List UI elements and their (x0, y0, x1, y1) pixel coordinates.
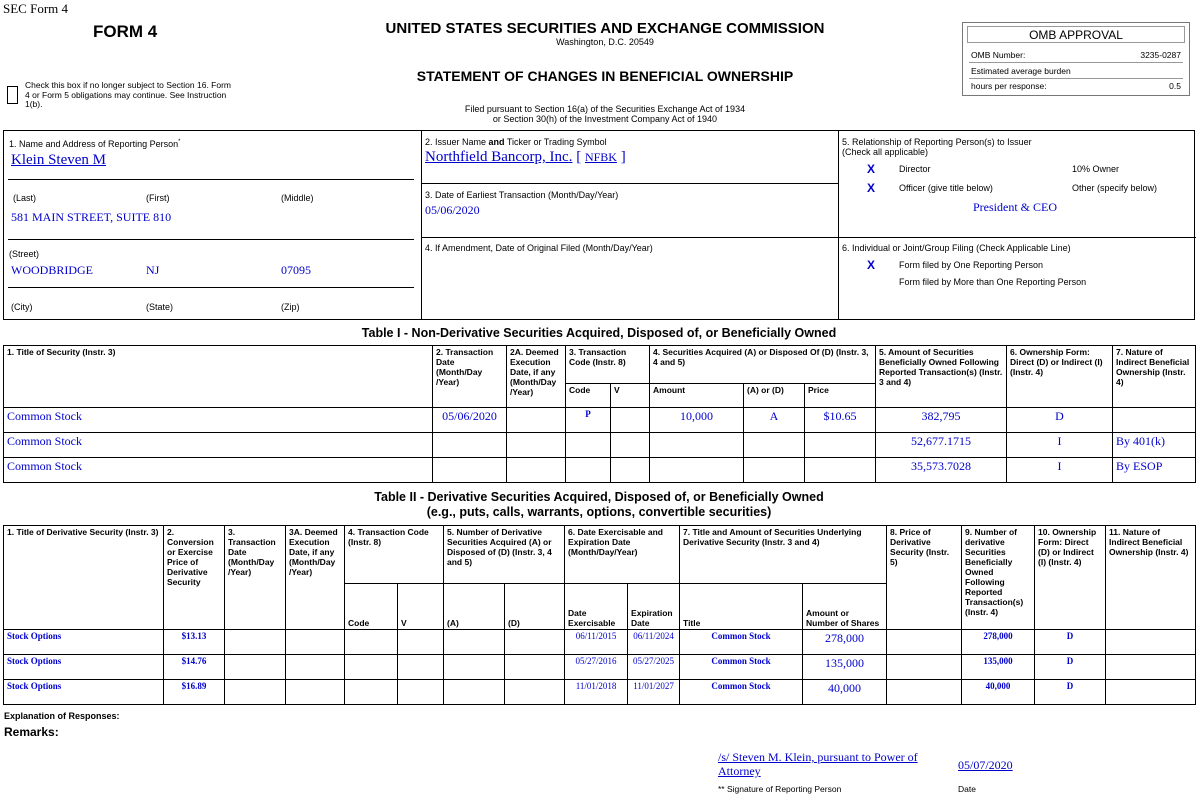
ticker-link[interactable]: NFBK (584, 150, 617, 164)
reporting-person-name-link[interactable]: Klein Steven M (11, 152, 106, 168)
t1-sub-amount: Amount (650, 384, 744, 408)
t2-cell-expiration: 11/01/2027 (628, 680, 680, 705)
t2-cell-d (505, 680, 565, 705)
t2-cell-exercisable: 05/27/2016 (565, 655, 628, 680)
t1-sub-price: Price (805, 384, 876, 408)
table-row (4, 458, 1196, 483)
filing-one-label: Form filed by One Reporting Person (899, 260, 1044, 270)
amendment-label: 4. If Amendment, Date of Original Filed (Month/Day/Year) (425, 243, 653, 253)
t2-cell-shares: 135,000 (803, 655, 887, 680)
issuer-label: 2. Issuer Name and Ticker or Trading Symbol (425, 137, 607, 147)
name-underline (8, 179, 414, 180)
t2-sub-amount: Amount or Number of Shares (803, 584, 887, 630)
omb-approval-box (962, 22, 1190, 96)
table-row (4, 680, 1196, 705)
t1-sub-v: V (611, 384, 650, 408)
t1-cell-price (805, 458, 876, 483)
t2-header-price: 2. Conversion or Exercise Price of Derivative Security (164, 526, 225, 630)
t1-cell-aord (744, 458, 805, 483)
t2-cell-deriv-price (887, 680, 962, 705)
commission-city: Washington, D.C. 20549 (556, 37, 654, 47)
t2-cell-form: D (1035, 630, 1106, 655)
t2-sub-v: V (398, 584, 444, 630)
t1-cell-owned: 382,795 (876, 408, 1007, 433)
officer-title: President & CEO (973, 200, 1057, 214)
director-label: Director (899, 164, 931, 174)
t1-cell-form: I (1007, 433, 1113, 458)
t1-cell-title: Common Stock (4, 458, 433, 483)
t2-cell-underlying: Common Stock (680, 655, 803, 680)
row-divider (421, 237, 838, 238)
t2-cell-exercisable: 11/01/2018 (565, 680, 628, 705)
t2-header-deriv-price: 8. Price of Derivative Security (Instr. 5) (887, 526, 962, 630)
t2-header-number: 5. Number of Derivative Securities Acquired (A) or Disposed of (D) (Instr. 3, 4 and 5) (444, 526, 565, 584)
t1-cell-v (611, 458, 650, 483)
column-divider (838, 131, 839, 319)
t1-cell-amount (650, 458, 744, 483)
signature-date: 05/07/2020 (958, 758, 1013, 772)
t2-header-deemed: 3A. Deemed Execution Date, if any (Month/Day /Year) (286, 526, 345, 630)
t2-cell-title: Stock Options (4, 630, 164, 655)
filed-pursuant (340, 104, 870, 124)
t2-cell-form: D (1035, 680, 1106, 705)
table1-non-derivative (3, 345, 1196, 483)
first-label: (First) (146, 193, 170, 203)
table-row (4, 655, 1196, 680)
table1-caption: Table I - Non-Derivative Securities Acquired, Disposed of, or Beneficially Owned (361, 326, 837, 340)
t1-cell-code (566, 433, 611, 458)
signature-label: ** Signature of Reporting Person (718, 784, 842, 794)
t2-sub-a: (A) (444, 584, 505, 630)
t2-cell-date (225, 680, 286, 705)
t2-cell-deriv-price (887, 655, 962, 680)
t2-header-title: 1. Title of Derivative Security (Instr. 3) (4, 526, 164, 630)
t1-cell-owned: 52,677.1715 (876, 433, 1007, 458)
t1-cell-deemed (507, 433, 566, 458)
sec-form-label: SEC Form 4 (3, 1, 69, 16)
t2-cell-d (505, 655, 565, 680)
street-label: (Street) (9, 249, 40, 259)
t1-header-code: 3. Transaction Code (Instr. 8) (566, 346, 650, 384)
t1-cell-code (566, 458, 611, 483)
form-title: FORM 4 (93, 22, 158, 41)
t2-cell-owned: 40,000 (962, 680, 1035, 705)
row-divider (838, 237, 1196, 238)
t1-header-deemed: 2A. Deemed Execution Date, if any (Month/Day /Year) (507, 346, 566, 408)
omb-hours-label: hours per response: (971, 81, 1047, 91)
t2-cell-underlying: Common Stock (680, 630, 803, 655)
t2-cell-form: D (1035, 655, 1106, 680)
street-address-value: 581 MAIN STREET, SUITE 810 (11, 210, 172, 224)
signature-link[interactable]: /s/ Steven M. Klein, pursuant to Power of Attorney (718, 750, 918, 778)
explanation-label: Explanation of Responses: (4, 711, 120, 721)
officer-check: X (867, 181, 876, 195)
t2-cell-price: $14.76 (164, 655, 225, 680)
section16-checkbox[interactable] (7, 86, 18, 104)
remarks-label: Remarks: (4, 725, 59, 739)
omb-divider (969, 78, 1183, 79)
commission-heading (340, 20, 870, 47)
t2-header-dates: 6. Date Exercisable and Expiration Date (Month/Day/Year) (565, 526, 680, 584)
t1-header-owned: 5. Amount of Securities Beneficially Owned Following Reported Transaction(s) (Instr. 3 and 4) (876, 346, 1007, 408)
address-underline (8, 239, 414, 240)
t1-cell-deemed (507, 458, 566, 483)
t2-cell-d (505, 630, 565, 655)
t2-cell-price: $13.13 (164, 630, 225, 655)
t1-cell-amount (650, 433, 744, 458)
filing-one-check: X (867, 258, 876, 272)
t1-cell-aord: A (744, 408, 805, 433)
t1-cell-title: Common Stock (4, 408, 433, 433)
column-divider (421, 131, 422, 319)
officer-label: Officer (give title below) (899, 183, 993, 193)
t2-cell-shares: 278,000 (803, 630, 887, 655)
other-label: Other (specify below) (1072, 183, 1158, 193)
t1-cell-price (805, 433, 876, 458)
t1-cell-nature (1113, 408, 1196, 433)
t2-cell-date (225, 655, 286, 680)
t1-cell-form: D (1007, 408, 1113, 433)
director-check: X (867, 162, 876, 176)
omb-number-value: 3235-0287 (1140, 50, 1181, 60)
relationship-sub: (Check all applicable) (842, 147, 929, 157)
t2-sub-d: (D) (505, 584, 565, 630)
zip-label: (Zip) (281, 302, 300, 312)
table2-caption (3, 490, 1195, 520)
table-row (4, 433, 1196, 458)
statement-title: STATEMENT OF CHANGES IN BENEFICIAL OWNERSHIP (416, 68, 794, 84)
state-value: NJ (146, 263, 160, 277)
t2-cell-a (444, 680, 505, 705)
city-underline (8, 287, 414, 288)
filed-line-1: Filed pursuant to Section 16(a) of the Securities Exchange Act of 1934 (464, 104, 746, 114)
t1-header-nature: 7. Nature of Indirect Beneficial Ownership (Instr. 4) (1113, 346, 1196, 408)
city-value: WOODBRIDGE (11, 263, 93, 277)
commission-title: UNITED STATES SECURITIES AND EXCHANGE COMMISSION (385, 20, 825, 37)
t1-sub-code: Code (566, 384, 611, 408)
ticker-open: [ (576, 149, 582, 165)
t1-cell-title: Common Stock (4, 433, 433, 458)
t2-cell-v (398, 630, 444, 655)
row-divider (421, 183, 838, 184)
t2-cell-owned: 278,000 (962, 630, 1035, 655)
omb-number-label: OMB Number: (971, 50, 1026, 60)
table2-caption-line1: Table II - Derivative Securities Acquired, Disposed of, or Beneficially Owned (374, 490, 824, 504)
earliest-date-value: 05/06/2020 (425, 203, 480, 217)
t1-cell-v (611, 433, 650, 458)
reporting-person-section (3, 130, 1195, 320)
t2-cell-a (444, 630, 505, 655)
t2-cell-v (398, 680, 444, 705)
t2-cell-code (345, 680, 398, 705)
t1-cell-owned: 35,573.7028 (876, 458, 1007, 483)
t2-header-code: 4. Transaction Code (Instr. 8) (345, 526, 444, 584)
t1-sub-aord: (A) or (D) (744, 384, 805, 408)
t2-cell-title: Stock Options (4, 680, 164, 705)
t1-cell-date: 05/06/2020 (433, 408, 507, 433)
state-label: (State) (146, 302, 174, 312)
t2-header-date: 3. Transaction Date (Month/Day /Year) (225, 526, 286, 630)
t1-cell-nature: By ESOP (1113, 458, 1196, 483)
t1-cell-amount: 10,000 (650, 408, 744, 433)
t2-header-nature: 11. Nature of Indirect Beneficial Ownership (Instr. 4) (1106, 526, 1196, 630)
t1-cell-deemed (507, 408, 566, 433)
t1-cell-code: P (566, 408, 611, 433)
t2-cell-owned: 135,000 (962, 655, 1035, 680)
t2-header-owned: 9. Number of derivative Securities Beneficially Owned Following Reported Transaction(s) (Instr. 4) (962, 526, 1035, 630)
t1-cell-v (611, 408, 650, 433)
omb-burden-label: Estimated average burden (971, 66, 1071, 76)
t2-cell-price: $16.89 (164, 680, 225, 705)
t1-cell-price: $10.65 (805, 408, 876, 433)
middle-label: (Middle) (281, 193, 314, 203)
t2-cell-v (398, 655, 444, 680)
t2-sub-exercisable: Date Exercisable (565, 584, 628, 630)
issuer-field (425, 149, 626, 166)
t1-cell-aord (744, 433, 805, 458)
table2-caption-line2: (e.g., puts, calls, warrants, options, convertible securities) (426, 505, 772, 519)
omb-number-row (971, 50, 1181, 60)
t1-cell-date (433, 458, 507, 483)
t2-cell-deemed (286, 655, 345, 680)
t2-cell-deemed (286, 630, 345, 655)
ticker-close: ] (620, 149, 626, 165)
t2-cell-date (225, 630, 286, 655)
t2-header-form: 10. Ownership Form: Direct (D) or Indirect (I) (Instr. 4) (1035, 526, 1106, 630)
last-label: (Last) (13, 193, 37, 203)
omb-divider (969, 62, 1183, 63)
t2-cell-shares: 40,000 (803, 680, 887, 705)
t1-cell-nature: By 401(k) (1113, 433, 1196, 458)
ten-percent-owner-label: 10% Owner (1072, 164, 1120, 174)
t2-cell-code (345, 630, 398, 655)
t2-cell-code (345, 655, 398, 680)
table2-derivative (3, 525, 1196, 705)
zip-value: 07095 (281, 263, 311, 277)
t2-cell-exercisable: 06/11/2015 (565, 630, 628, 655)
table-row (4, 408, 1196, 433)
t2-cell-deriv-price (887, 630, 962, 655)
issuer-name-link[interactable]: Northfield Bancorp, Inc. (425, 149, 573, 165)
name-label: 1. Name and Address of Reporting Person* (9, 139, 181, 149)
t1-header-form: 6. Ownership Form: Direct (D) or Indirect (I) (Instr. 4) (1007, 346, 1113, 408)
section16-text: Check this box if no longer subject to Section 16. Form 4 or Form 5 obligations may continue. See Instruction 1(b). (25, 80, 231, 109)
t2-sub-code: Code (345, 584, 398, 630)
t2-cell-a (444, 655, 505, 680)
t1-header-title: 1. Title of Security (Instr. 3) (4, 346, 433, 408)
city-label: (City) (11, 302, 33, 312)
filing-more-label: Form filed by More than One Reporting Person (899, 277, 1087, 287)
omb-hours-value: 0.5 (1169, 81, 1181, 91)
t2-cell-deemed (286, 680, 345, 705)
omb-hours-row (971, 81, 1181, 91)
t2-header-underlying: 7. Title and Amount of Securities Underlying Derivative Security (Instr. 3 and 4) (680, 526, 887, 584)
t2-sub-expiration: Expiration Date (628, 584, 680, 630)
omb-title: OMB APPROVAL (967, 26, 1185, 43)
t2-cell-expiration: 05/27/2025 (628, 655, 680, 680)
relationship-label: 5. Relationship of Reporting Person(s) to Issuer (842, 137, 1032, 147)
t2-cell-nature (1106, 680, 1196, 705)
t2-cell-expiration: 06/11/2024 (628, 630, 680, 655)
earliest-date-label: 3. Date of Earliest Transaction (Month/Day/Year) (425, 190, 619, 200)
t2-cell-underlying: Common Stock (680, 680, 803, 705)
t1-header-acquired: 4. Securities Acquired (A) or Disposed Of (D) (Instr. 3, 4 and 5) (650, 346, 876, 384)
date-label: Date (958, 784, 976, 794)
t1-cell-form: I (1007, 458, 1113, 483)
t2-cell-title: Stock Options (4, 655, 164, 680)
table-row (4, 630, 1196, 655)
t2-cell-nature (1106, 655, 1196, 680)
t2-cell-nature (1106, 630, 1196, 655)
t1-cell-date (433, 433, 507, 458)
t1-header-date: 2. Transaction Date (Month/Day /Year) (433, 346, 507, 408)
filed-line-2: or Section 30(h) of the Investment Company Act of 1940 (492, 114, 718, 124)
t2-sub-title: Title (680, 584, 803, 630)
filing-label: 6. Individual or Joint/Group Filing (Check Applicable Line) (842, 243, 1071, 253)
